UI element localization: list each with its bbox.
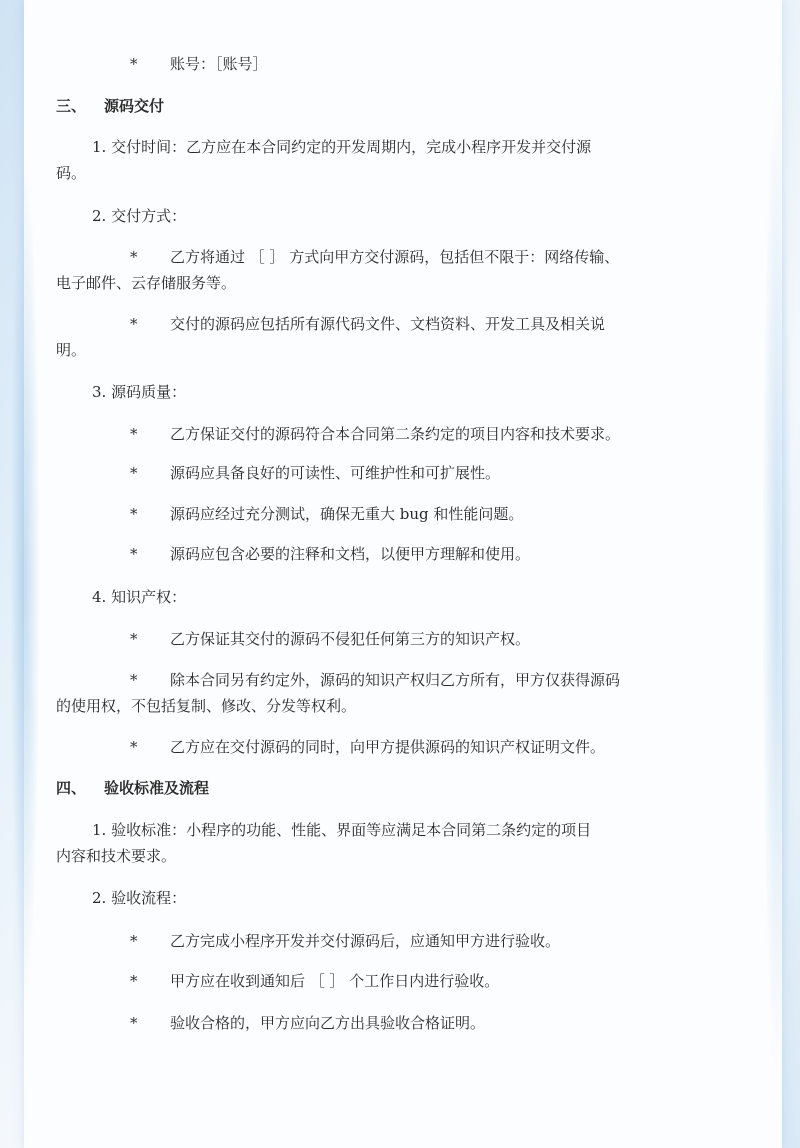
bullet-asterisk: * bbox=[130, 932, 138, 950]
s3-item3-b4: 源码应包含必要的注释和文档，以便甲方理解和使用。 bbox=[170, 545, 531, 563]
s3-item3-label: 3. 源码质量： bbox=[92, 383, 187, 401]
s3-item2-b2-line1: 交付的源码应包括所有源代码文件、文档资料、开发工具及相关说 bbox=[170, 315, 606, 333]
s3-item3-b1: 乙方保证交付的源码符合本合同第二条约定的项目内容和技术要求。 bbox=[170, 425, 621, 443]
s3-item4-b2-line1: 除本合同另有约定外，源码的知识产权归乙方所有，甲方仅获得源码 bbox=[170, 671, 621, 689]
bullet-asterisk: * bbox=[130, 972, 138, 990]
s4-item2-b1: 乙方完成小程序开发并交付源码后，应通知甲方进行验收。 bbox=[170, 932, 561, 950]
bullet-asterisk: * bbox=[130, 671, 138, 689]
s3-item4-b2-line2: 的使用权，不包括复制、修改、分发等权利。 bbox=[56, 697, 357, 715]
section-3-number: 三、 bbox=[56, 97, 87, 115]
s3-item3-b2: 源码应具备良好的可读性、可维护性和可扩展性。 bbox=[170, 464, 501, 482]
document-page bbox=[24, 0, 782, 1148]
s3-item1-cont: 码。 bbox=[56, 164, 87, 182]
s3-item2-b2-line2: 明。 bbox=[56, 341, 87, 359]
s3-item2-label: 2. 交付方式： bbox=[92, 207, 187, 225]
section-3-heading bbox=[56, 95, 164, 117]
bullet-asterisk: * bbox=[130, 55, 138, 73]
s4-item2-label: 2. 验收流程： bbox=[92, 889, 187, 907]
section-4-title: 验收标准及流程 bbox=[104, 779, 210, 797]
bullet-asterisk: * bbox=[130, 505, 138, 523]
s4-item1-label: 1. 验收标准：小程序的功能、性能、界面等应满足本合同第二条约定的项目 bbox=[92, 821, 592, 839]
s4-item2-b3: 验收合格的，甲方应向乙方出具验收合格证明。 bbox=[170, 1014, 486, 1032]
s3-item4-b1: 乙方保证其交付的源码不侵犯任何第三方的知识产权。 bbox=[170, 630, 531, 648]
s3-item4-label: 4. 知识产权： bbox=[92, 588, 187, 606]
bullet-asterisk: * bbox=[130, 315, 138, 333]
s3-item4-b3: 乙方应在交付源码的同时，向甲方提供源码的知识产权证明文件。 bbox=[170, 738, 606, 756]
bullet-asterisk: * bbox=[130, 425, 138, 443]
s3-item2-b1-line1: 乙方将通过 ［ ］ 方式向甲方交付源码，包括但不限于：网络传输、 bbox=[170, 248, 620, 266]
section-4-heading bbox=[56, 777, 209, 799]
s4-item1-cont: 内容和技术要求。 bbox=[56, 847, 177, 865]
bullet-asterisk: * bbox=[130, 545, 138, 563]
account-line: 账号：［账号］ bbox=[170, 55, 268, 73]
bullet-asterisk: * bbox=[130, 464, 138, 482]
bullet-asterisk: * bbox=[130, 1014, 138, 1032]
s4-item2-b2: 甲方应在收到通知后 ［ ］ 个工作日内进行验收。 bbox=[170, 972, 500, 990]
watercolor-wash bbox=[10, 150, 40, 1010]
section-4-number: 四、 bbox=[56, 779, 87, 797]
bullet-asterisk: * bbox=[130, 738, 138, 756]
s3-item3-b3: 源码应经过充分测试，确保无重大 bug 和性能问题。 bbox=[170, 505, 524, 523]
bullet-asterisk: * bbox=[130, 630, 138, 648]
section-3-title: 源码交付 bbox=[104, 97, 165, 115]
watercolor-wash bbox=[762, 80, 792, 1080]
s3-item1-label: 1. 交付时间：乙方应在本合同约定的开发周期内，完成小程序开发并交付源 bbox=[92, 138, 592, 156]
bullet-asterisk: * bbox=[130, 248, 138, 266]
s3-item2-b1-line2: 电子邮件、云存储服务等。 bbox=[56, 274, 237, 292]
